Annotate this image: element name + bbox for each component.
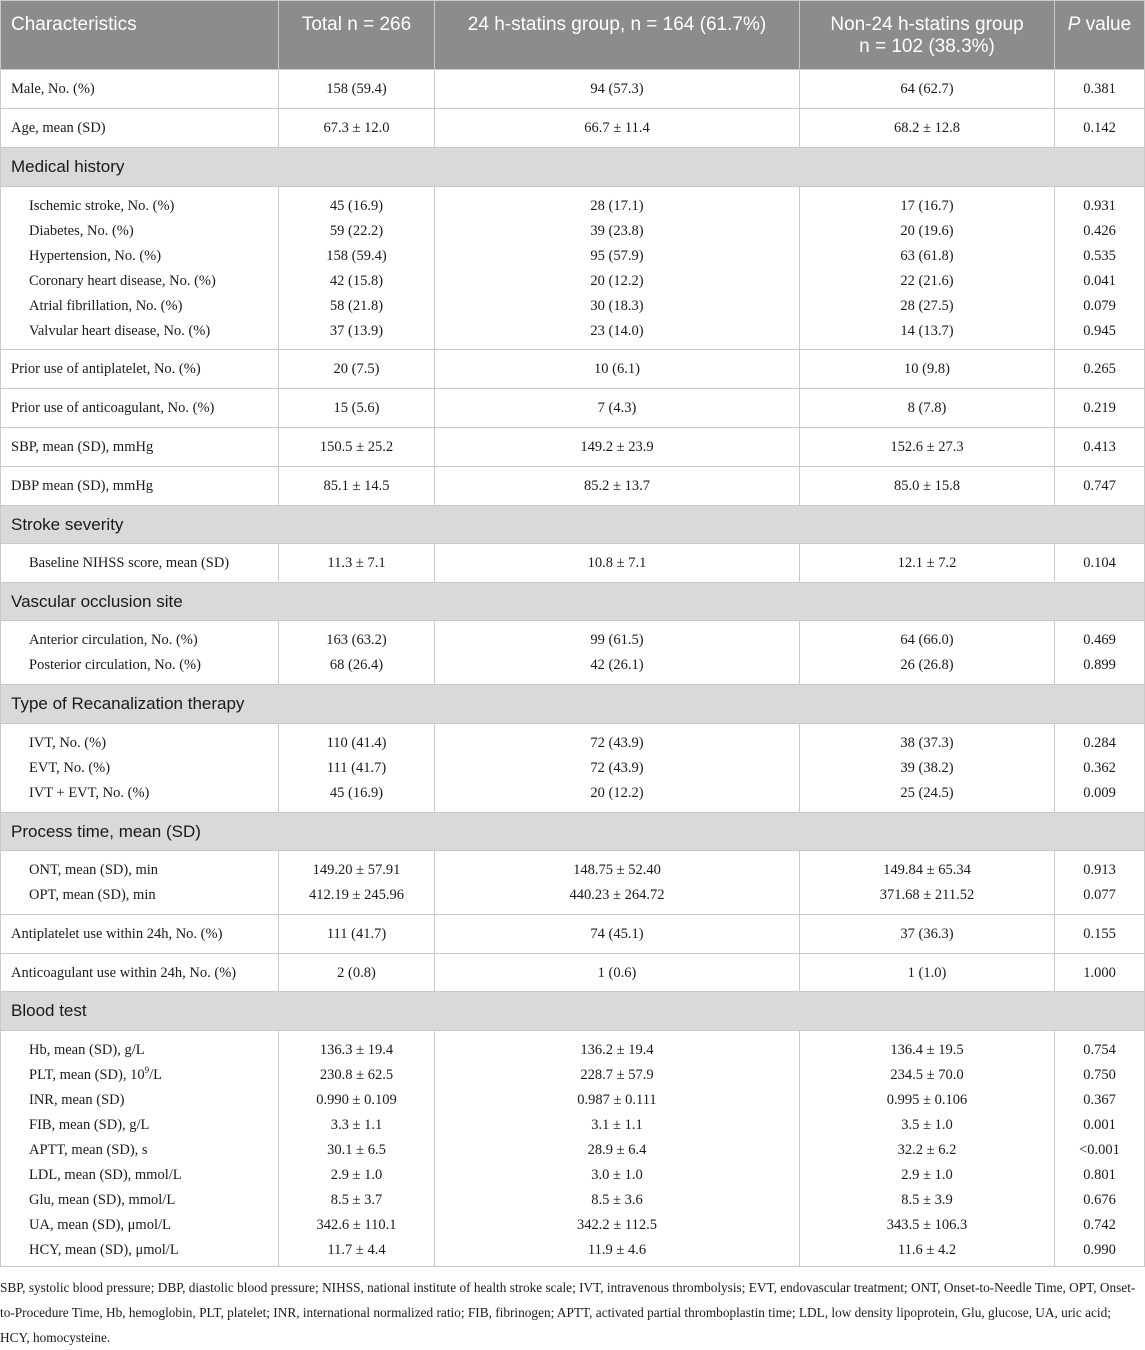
cell-non24h: 1 (1.0) — [800, 954, 1055, 992]
cell-p: 0.142 — [1055, 109, 1145, 148]
cell-non24h: 38 (37.3) — [900, 735, 954, 751]
table-row — [1, 428, 1145, 467]
cell-24h: 342.2 ± 112.5 — [577, 1217, 657, 1233]
row-label: EVT, No. (%) — [29, 760, 111, 776]
cell-non24h: 14 (13.7) — [900, 323, 954, 339]
cell-total: 111 (41.7) — [279, 915, 435, 954]
row-label: Anterior circulation, No. (%) — [29, 632, 198, 648]
cell-p: 0.009 — [1083, 785, 1116, 801]
cell-total: 158 (59.4) — [279, 70, 435, 109]
row-label: Prior use of antiplatelet, No. (%) — [1, 350, 279, 389]
cell-total: 3.3 ± 1.1 — [330, 1117, 383, 1133]
cell-24h: 85.2 ± 13.7 — [435, 467, 800, 506]
header-p-value — [1055, 1, 1145, 70]
cell-24h: 39 (23.8) — [590, 223, 644, 239]
cell-24h: 440.23 ± 264.72 — [569, 887, 665, 903]
group-non24h — [800, 1031, 1055, 1267]
row-label: Valvular heart disease, No. (%) — [29, 323, 211, 339]
cell-non24h: 10 (9.8) — [800, 350, 1055, 389]
group-p — [1055, 851, 1145, 915]
cell-24h: 8.5 ± 3.6 — [591, 1192, 643, 1208]
row-label: IVT, No. (%) — [29, 735, 107, 751]
row-label: Glu, mean (SD), mmol/L — [29, 1192, 176, 1208]
cell-p: 0.265 — [1055, 350, 1145, 389]
cell-24h: 99 (61.5) — [590, 632, 644, 648]
cell-p: 0.945 — [1083, 323, 1116, 339]
row-label: Antiplatelet use within 24h, No. (%) — [1, 915, 279, 954]
cell-p: 0.362 — [1083, 760, 1116, 776]
cell-24h: 42 (26.1) — [590, 657, 644, 673]
table-header-row — [1, 1, 1145, 70]
group-non24h — [800, 724, 1055, 813]
cell-non24h: 343.5 ± 106.3 — [886, 1217, 968, 1233]
group-total — [279, 851, 435, 915]
cell-non24h: 85.0 ± 15.8 — [800, 467, 1055, 506]
cell-non24h: 8.5 ± 3.9 — [901, 1192, 953, 1208]
cell-total: 110 (41.4) — [326, 735, 387, 751]
cell-total: 0.990 ± 0.109 — [316, 1092, 397, 1108]
row-label: SBP, mean (SD), mmHg — [1, 428, 279, 467]
group-24h — [435, 851, 800, 915]
table-row-group — [1, 621, 1145, 685]
table-row-group — [1, 187, 1145, 350]
cell-non24h: 0.995 ± 0.106 — [886, 1092, 968, 1108]
cell-total: 15 (5.6) — [279, 389, 435, 428]
row-label: Hypertension, No. (%) — [29, 248, 162, 264]
cell-24h: 10 (6.1) — [435, 350, 800, 389]
cell-24h: 28.9 ± 6.4 — [587, 1142, 647, 1158]
cell-non24h: 8 (7.8) — [800, 389, 1055, 428]
row-label: Coronary heart disease, No. (%) — [29, 273, 216, 289]
group-p — [1055, 187, 1145, 350]
cell-p: 0.104 — [1055, 544, 1145, 583]
cell-total: 158 (59.4) — [326, 248, 387, 264]
group-24h — [435, 724, 800, 813]
cell-24h: 72 (43.9) — [590, 760, 644, 776]
cell-24h: 1 (0.6) — [435, 954, 800, 992]
cell-p: 0.913 — [1083, 862, 1116, 878]
row-label: FIB, mean (SD), g/L — [29, 1117, 150, 1133]
group-labels — [1, 621, 279, 685]
group-total — [279, 1031, 435, 1267]
cell-non24h: 28 (27.5) — [900, 298, 954, 314]
cell-total: 2.9 ± 1.0 — [330, 1167, 383, 1183]
cell-total: 163 (63.2) — [326, 632, 387, 648]
group-labels — [1, 1031, 279, 1267]
cell-p: 0.079 — [1083, 298, 1116, 314]
cell-p: 0.219 — [1055, 389, 1145, 428]
cell-24h: 23 (14.0) — [590, 323, 644, 339]
cell-p: 0.041 — [1083, 273, 1116, 289]
table-row — [1, 70, 1145, 109]
group-non24h — [800, 621, 1055, 685]
row-label: HCY, mean (SD), μmol/L — [29, 1242, 179, 1258]
section-row — [1, 813, 1145, 851]
table-row — [1, 350, 1145, 389]
header-24h-group: 24 h-statins group, n = 164 (61.7%) — [435, 1, 800, 70]
cell-24h: 28 (17.1) — [590, 198, 644, 214]
row-label: OPT, mean (SD), min — [29, 887, 156, 903]
cell-total: 30.1 ± 6.5 — [327, 1142, 386, 1158]
header-p-rest: value — [1080, 14, 1132, 35]
cell-p: 0.742 — [1083, 1217, 1116, 1233]
cell-total: 42 (15.8) — [329, 273, 384, 289]
table-row — [1, 544, 1145, 583]
cell-24h: 94 (57.3) — [435, 70, 800, 109]
section-recanalization: Type of Recanalization therapy — [1, 685, 1145, 724]
group-p — [1055, 1031, 1145, 1267]
cell-total: 342.6 ± 110.1 — [316, 1217, 397, 1233]
cell-p: 0.899 — [1083, 657, 1116, 673]
table-row — [1, 954, 1145, 992]
cell-non24h: 68.2 ± 12.8 — [800, 109, 1055, 148]
section-vascular-occlusion: Vascular occlusion site — [1, 583, 1145, 621]
cell-24h: 136.2 ± 19.4 — [580, 1042, 654, 1058]
section-row — [1, 583, 1145, 621]
cell-24h: 95 (57.9) — [590, 248, 644, 264]
table-row-group — [1, 1031, 1145, 1267]
row-label: IVT + EVT, No. (%) — [29, 785, 150, 801]
header-total: Total n = 266 — [279, 1, 435, 70]
cell-total: 2 (0.8) — [279, 954, 435, 992]
cell-p: 0.426 — [1083, 223, 1116, 239]
cell-p: 0.750 — [1083, 1067, 1116, 1083]
cell-total: 67.3 ± 12.0 — [279, 109, 435, 148]
row-label: Hb, mean (SD), g/L — [29, 1042, 145, 1058]
cell-p: 0.413 — [1055, 428, 1145, 467]
cell-p: 0.801 — [1083, 1167, 1116, 1183]
cell-p: 0.367 — [1083, 1092, 1116, 1108]
cell-total: 8.5 ± 3.7 — [330, 1192, 383, 1208]
section-row — [1, 148, 1145, 187]
cell-non24h: 22 (21.6) — [900, 273, 954, 289]
cell-non24h: 2.9 ± 1.0 — [901, 1167, 953, 1183]
row-label: Prior use of anticoagulant, No. (%) — [1, 389, 279, 428]
group-total — [279, 621, 435, 685]
cell-24h: 3.1 ± 1.1 — [591, 1117, 643, 1133]
cell-24h: 20 (12.2) — [590, 785, 644, 801]
cell-non24h: 136.4 ± 19.5 — [890, 1042, 964, 1058]
cell-non24h: 39 (38.2) — [900, 760, 954, 776]
header-characteristics: Characteristics — [1, 1, 279, 70]
group-labels — [1, 724, 279, 813]
cell-24h: 72 (43.9) — [590, 735, 644, 751]
table-row — [1, 389, 1145, 428]
cell-p: 0.155 — [1055, 915, 1145, 954]
header-non24h-group — [800, 1, 1055, 70]
cell-total: 11.7 ± 4.4 — [327, 1242, 386, 1258]
cell-p: 0.001 — [1083, 1117, 1116, 1133]
row-label: UA, mean (SD), μmol/L — [29, 1217, 171, 1233]
cell-p: 0.990 — [1083, 1242, 1116, 1258]
row-label: INR, mean (SD) — [29, 1092, 125, 1108]
plt-label-post: /L — [149, 1067, 162, 1083]
cell-total: 136.3 ± 19.4 — [319, 1042, 394, 1058]
row-label: Baseline NIHSS score, mean (SD) — [1, 544, 279, 583]
cell-24h: 66.7 ± 11.4 — [435, 109, 800, 148]
section-row — [1, 992, 1145, 1031]
cell-non24h: 12.1 ± 7.2 — [800, 544, 1055, 583]
cell-total: 37 (13.9) — [329, 323, 384, 339]
cell-total: 230.8 ± 62.5 — [319, 1067, 394, 1083]
plt-label-pre: PLT, mean (SD), 10 — [29, 1067, 145, 1083]
cell-non24h: 11.6 ± 4.2 — [897, 1242, 957, 1258]
cell-total: 150.5 ± 25.2 — [279, 428, 435, 467]
plt-label-sup: 9 — [144, 1065, 150, 1076]
cell-24h: 20 (12.2) — [590, 273, 644, 289]
group-non24h — [800, 187, 1055, 350]
cell-p: 1.000 — [1055, 954, 1145, 992]
cell-non24h: 32.2 ± 6.2 — [897, 1142, 957, 1158]
cell-non24h: 149.84 ± 65.34 — [883, 862, 971, 878]
cell-p: <0.001 — [1079, 1142, 1120, 1158]
group-p — [1055, 621, 1145, 685]
group-24h — [435, 1031, 800, 1267]
group-24h — [435, 621, 800, 685]
row-label: Diabetes, No. (%) — [29, 223, 134, 239]
cell-non24h: 63 (61.8) — [900, 248, 954, 264]
row-label — [29, 1063, 278, 1088]
cell-24h: 30 (18.3) — [590, 298, 644, 314]
cell-total: 85.1 ± 14.5 — [279, 467, 435, 506]
cell-24h: 148.75 ± 52.40 — [573, 862, 661, 878]
cell-non24h: 25 (24.5) — [900, 785, 954, 801]
group-total — [279, 187, 435, 350]
cell-total: 59 (22.2) — [329, 223, 384, 239]
row-label: Male, No. (%) — [1, 70, 279, 109]
row-label: ONT, mean (SD), min — [29, 862, 158, 878]
group-labels — [1, 187, 279, 350]
cell-p: 0.931 — [1083, 198, 1116, 214]
section-medical-history: Medical history — [1, 148, 1145, 187]
cell-non24h: 20 (19.6) — [900, 223, 954, 239]
cell-p: 0.077 — [1083, 887, 1116, 903]
header-non24h-line1: Non-24 h-statins group — [830, 14, 1024, 35]
cell-total: 45 (16.9) — [329, 198, 384, 214]
cell-total: 412.19 ± 245.96 — [309, 887, 404, 903]
cell-non24h: 3.5 ± 1.0 — [901, 1117, 953, 1133]
group-labels — [1, 851, 279, 915]
cell-24h: 228.7 ± 57.9 — [580, 1067, 654, 1083]
cell-p: 0.381 — [1055, 70, 1145, 109]
row-label: APTT, mean (SD), s — [29, 1142, 148, 1158]
table-row-group — [1, 724, 1145, 813]
cell-24h: 0.987 ± 0.111 — [577, 1092, 657, 1108]
table-row-group — [1, 851, 1145, 915]
cell-non24h: 64 (66.0) — [900, 632, 954, 648]
table-row — [1, 467, 1145, 506]
row-label: Ischemic stroke, No. (%) — [29, 198, 175, 214]
table-footnote: SBP, systolic blood pressure; DBP, diastolic blood pressure; NIHSS, national institute of health stroke scale; IVT, intravenous thrombolysis; EVT, endovascular treatment; ONT, Onset-to-Needle Time, OPT, Onset-to-Procedure Time, Hb, hemoglobin, PLT, platelet; INR, international normalized ratio; FIB, fibrinogen; APTT, activated partial thromboplastin time; LDL, low density lipoprotein, Glu, glucose, UA, uric acid; HCY, homocysteine. — [0, 1280, 1136, 1345]
cell-p: 0.469 — [1083, 632, 1116, 648]
row-label: Anticoagulant use within 24h, No. (%) — [1, 954, 279, 992]
cell-non24h: 64 (62.7) — [800, 70, 1055, 109]
row-label: LDL, mean (SD), mmol/L — [29, 1167, 182, 1183]
table-row — [1, 109, 1145, 148]
cell-non24h: 371.68 ± 211.52 — [879, 887, 975, 903]
cell-p: 0.747 — [1055, 467, 1145, 506]
row-label: Age, mean (SD) — [1, 109, 279, 148]
cell-non24h: 152.6 ± 27.3 — [800, 428, 1055, 467]
cell-non24h: 17 (16.7) — [900, 198, 954, 214]
cell-24h: 149.2 ± 23.9 — [435, 428, 800, 467]
cell-total: 58 (21.8) — [329, 298, 384, 314]
cell-non24h: 37 (36.3) — [800, 915, 1055, 954]
section-row — [1, 506, 1145, 544]
row-label: DBP mean (SD), mmHg — [1, 467, 279, 506]
group-total — [279, 724, 435, 813]
cell-p: 0.284 — [1083, 735, 1116, 751]
cell-total: 111 (41.7) — [326, 760, 387, 776]
table-row — [1, 915, 1145, 954]
cell-24h: 74 (45.1) — [435, 915, 800, 954]
cell-non24h: 234.5 ± 70.0 — [890, 1067, 964, 1083]
cell-total: 20 (7.5) — [279, 350, 435, 389]
cell-p: 0.676 — [1083, 1192, 1116, 1208]
group-p — [1055, 724, 1145, 813]
cell-total: 149.20 ± 57.91 — [312, 862, 401, 878]
header-p-italic: P — [1067, 14, 1081, 35]
section-process-time: Process time, mean (SD) — [1, 813, 1145, 851]
cell-non24h: 26 (26.8) — [900, 657, 954, 673]
section-blood-test: Blood test — [1, 992, 1145, 1031]
cell-total: 68 (26.4) — [329, 657, 384, 673]
cell-24h: 10.8 ± 7.1 — [435, 544, 800, 583]
cell-total: 45 (16.9) — [329, 785, 384, 801]
section-stroke-severity: Stroke severity — [1, 506, 1145, 544]
group-non24h — [800, 851, 1055, 915]
cell-24h: 7 (4.3) — [435, 389, 800, 428]
group-24h — [435, 187, 800, 350]
cell-total: 11.3 ± 7.1 — [279, 544, 435, 583]
section-row — [1, 685, 1145, 724]
row-label: Atrial fibrillation, No. (%) — [29, 298, 183, 314]
header-non24h-line2: n = 102 (38.3%) — [859, 36, 995, 57]
cell-24h: 3.0 ± 1.0 — [591, 1167, 643, 1183]
row-label: Posterior circulation, No. (%) — [29, 657, 201, 673]
cell-p: 0.754 — [1083, 1042, 1116, 1058]
cell-24h: 11.9 ± 4.6 — [587, 1242, 647, 1258]
cell-p: 0.535 — [1083, 248, 1116, 264]
